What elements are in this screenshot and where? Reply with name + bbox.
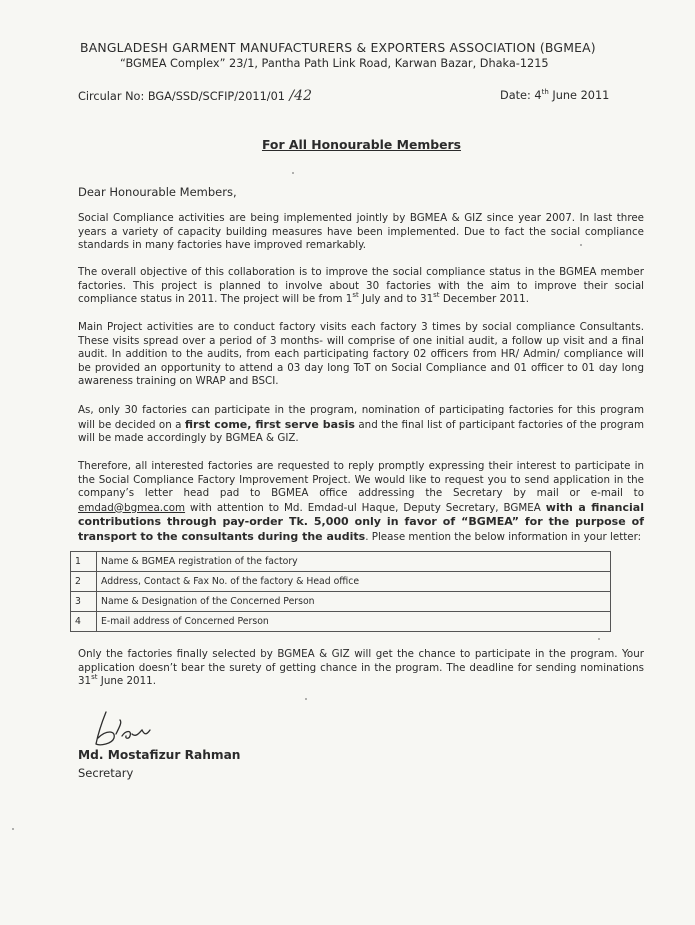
payment-emphasis: with a financial contributions through pay-order Tk. 5,000 only in favor of “BGMEA” for the purpose of transport to the consultants during the audits — [78, 500, 644, 543]
scan-speck — [12, 828, 14, 830]
row-text: Name & Designation of the Concerned Person — [97, 592, 611, 612]
scan-speck — [580, 244, 582, 246]
handwritten-circular-suffix: /42 — [284, 88, 312, 104]
row-number: 4 — [71, 612, 97, 632]
email-link[interactable]: emdad@bgmea.com — [78, 501, 186, 514]
letter-date: Date: 4th June 2011 — [500, 88, 610, 102]
row-text: Name & BGMEA registration of the factory — [97, 552, 611, 572]
row-number: 1 — [71, 552, 97, 572]
row-number: 2 — [71, 572, 97, 592]
row-text: Address, Contact & Fax No. of the factory & Head office — [97, 572, 611, 592]
scan-speck — [292, 172, 294, 174]
circular-label: Circular No: BGA/SSD/SCFIP/2011/01 — [78, 90, 285, 103]
scan-speck — [598, 638, 600, 640]
organization-name: BANGLADESH GARMENT MANUFACTURERS & EXPORTERS ASSOCIATION (BGMEA) — [80, 40, 596, 55]
handwritten-signature — [92, 708, 162, 750]
required-information-table — [70, 551, 611, 632]
paragraph-selection: As, only 30 factories can participate in the program, nomination of participating factories for this program will be decided on a first come, first serve basis and the final list of participant factories of the program will be made accordingly by BGMEA & GIZ. — [78, 404, 644, 444]
scan-speck — [305, 698, 307, 700]
table-row — [71, 612, 611, 632]
paragraph-objective: The overall objective of this collaboration is to improve the social compliance status in the BGMEA member factories. This project is planned to involve about 30 factories with the aim to improve their social compliance status in 2011. The project will be from 1st July and to 31st December 2011. — [78, 266, 644, 305]
paragraph-intro: Social Compliance activities are being implemented jointly by BGMEA & GIZ since year 2007. In last three years a variety of capacity building measures have been implemented. Due to fact the social compliance standards in many factories have improved remarkably. — [78, 212, 644, 251]
paragraph-deadline: Only the factories finally selected by BGMEA & GIZ will get the chance to participate in the program. Your application doesn’t bear the surety of getting chance in the program. The deadline for sending nominations 31st June 2011. — [78, 648, 644, 687]
paragraph-request: Therefore, all interested factories are requested to reply promptly expressing their interest to participate in the Social Compliance Factory Improvement Project. We would like to request you to send application in the company’s letter head pad to BGMEA office addressing the Secretary by mail or e-mail to emdad@bgmea.com with attention to Md. Emdad-ul Haque, Deputy Secretary, BGMEA with a financial contributions through pay-order Tk. 5,000 only in favor of “BGMEA” for the purpose of transport to the consultants during the audits. Please mention the below information in your letter: — [78, 460, 644, 543]
letter-heading: For All Honourable Members — [261, 137, 462, 152]
paragraph-activities: Main Project activities are to conduct factory visits each factory 3 times by social compliance Consultants. These visits spread over a period of 3 months- will comprise of one initial audit, a follow up visit and a final audit. In addition to the audits, from each participating factory 02 officers from HR/ Admin/ compliance will be provided an opportunity to attend a 03 day long ToT on Social Compliance and 01 officer to 01 day long awareness training on WRAP and BSCI. — [78, 321, 644, 387]
row-text: E-mail address of Concerned Person — [97, 612, 611, 632]
row-number: 3 — [71, 592, 97, 612]
table-row — [71, 592, 611, 612]
signer-title: Secretary — [78, 766, 134, 780]
first-come-emphasis: first come, first serve basis — [184, 417, 355, 431]
organization-address: “BGMEA Complex” 23/1, Pantha Path Link Road, Karwan Bazar, Dhaka-1215 — [120, 57, 549, 70]
salutation: Dear Honourable Members, — [78, 185, 237, 199]
table-row — [71, 552, 611, 572]
table-row — [71, 572, 611, 592]
signer-name: Md. Mostafizur Rahman — [78, 748, 241, 762]
circular-number — [78, 88, 312, 104]
